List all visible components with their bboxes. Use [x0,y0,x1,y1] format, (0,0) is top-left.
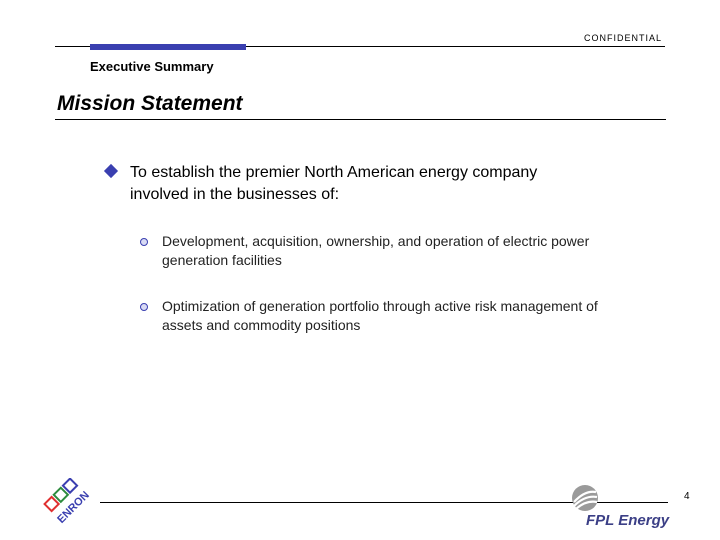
fpl-energy-logo-text: FPL Energy [586,512,670,529]
enron-logo [40,478,100,530]
main-bullet [106,162,576,206]
confidential-label: CONFIDENTIAL [583,33,662,43]
page-number: 4 [684,491,690,502]
sub-bullet-text: Development, acquisition, ownership, and operation of electric power generation facilities [162,233,590,268]
svg-text:ENRON: ENRON [55,489,92,526]
circle-bullet-icon [140,303,148,311]
circle-bullet-icon [140,238,148,246]
diamond-bullet-icon [104,164,118,178]
fpl-energy-emblem-icon [568,484,602,512]
sub-bullet [140,232,610,270]
section-label: Executive Summary [90,59,214,74]
header-accent-bar [90,44,246,50]
sub-bullet-text: Optimization of generation portfolio through active risk management of assets and commodity positions [162,298,598,333]
main-bullet-text: To establish the premier North American energy company involved in the businesses of: [130,164,538,203]
page-title: Mission Statement [57,92,243,115]
title-rule [55,119,666,120]
sub-bullet [140,297,610,335]
